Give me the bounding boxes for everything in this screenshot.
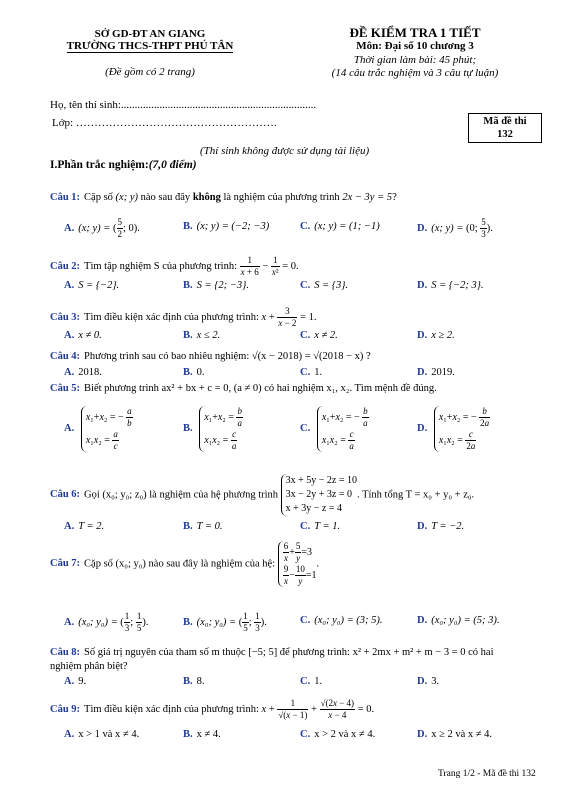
q3-option-a[interactable]: A. x ≠ 0.: [64, 330, 102, 341]
q8-option-a[interactable]: A. 9.: [64, 676, 87, 687]
q2-option-c[interactable]: C. S = {3}.: [300, 280, 349, 291]
question-1: Câu 1: Cặp số (x; y) nào sau đây không là nghiệm của phương trình 2x − 3y = 5?: [50, 192, 397, 203]
q5-option-c[interactable]: C. x₁+x₂ = − $\frac{b}{a}$ x₁x₂ = $\frac{c}{a}$: [300, 406, 368, 451]
no-docs-note: (Thí sinh không được sử dụng tài liệu): [200, 145, 370, 157]
time-limit: Thời gian làm bài: 45 phút;: [353, 54, 477, 66]
q1-option-a[interactable]: A. (x; y) = ( $\frac{5}{2}$ ; 0).: [64, 217, 140, 239]
q1-option-d[interactable]: D. (x; y) = (0; $\frac{5}{3}$ ).: [417, 217, 493, 239]
question-2: Câu 2: Tìm tập nghiệm S của phương trình: $\frac{1}{x + 6}$ − $\frac{1}{\text{x²}}$ = 0.: [50, 255, 299, 277]
q4-option-a[interactable]: A. 2018.: [64, 367, 102, 378]
q9-option-c[interactable]: C. x > 2 và x ≠ 4.: [300, 729, 376, 740]
q6-option-c[interactable]: C. T = 1.: [300, 521, 341, 532]
question-6: Câu 6: Gọi (x₀; y₀; z₀) là nghiệm của hệ phương trình 3x + 5y − 2z = 10 3x − 2y + 3z = 0 x + 3y − z = 4. Tính tổng T = x₀ + y₀ + z₀.: [50, 475, 475, 514]
q1-option-b[interactable]: B. (x; y) = (−2; −3): [183, 221, 270, 232]
q6-option-b[interactable]: B. T = 0.: [183, 521, 223, 532]
q4-option-d[interactable]: D. 2019.: [417, 367, 455, 378]
exam-title: ĐỀ KIỂM TRA 1 TIẾT: [349, 25, 481, 40]
q2-option-d[interactable]: D. S = {−2; 3}.: [417, 280, 484, 291]
question-9: Câu 9: Tìm điều kiện xác định của phương trình: x + $\frac{1}{√(x - 1)}$ + $\frac{√(2x - 4)}{x - 4}$ = 0.: [50, 698, 375, 720]
q8-option-c[interactable]: C. 1.: [300, 676, 323, 687]
q3-option-b[interactable]: B. x ≤ 2.: [183, 330, 221, 341]
q6-option-d[interactable]: D. T = −2.: [417, 521, 465, 532]
q9-option-a[interactable]: A. x > 1 và x ≠ 4.: [64, 729, 140, 740]
q5-option-a[interactable]: A. x₁+x₂ = − $\frac{a}{b}$ x₁x₂ = $\frac{a}{c}$: [64, 406, 132, 451]
q4-option-c[interactable]: C. 1.: [300, 367, 323, 378]
page-footer: Trang 1/2 - Mã đề thi 132: [438, 769, 536, 779]
q7-option-d[interactable]: D. (x₀; y₀) = (5; 3).: [417, 615, 500, 626]
q1-option-c[interactable]: C. (x; y) = (1; −1): [300, 221, 380, 232]
q5-option-d[interactable]: D. x₁+x₂ = − $\frac{b}{2a}$ x₁x₂ = $\frac{c}{2a}$: [417, 406, 490, 451]
q7-option-b[interactable]: B. (x₀; y₀) = ( $\frac{1}{5}$ ; $\frac{1}{3}$ ).: [183, 611, 267, 633]
q5-option-b[interactable]: B. x₁+x₂ = $\frac{b}{a}$ x₁x₂ = $\frac{c}{a}$: [183, 406, 242, 451]
question-5: Câu 5: Biết phương trình ax² + bx + c = 0, (a ≠ 0) có hai nghiệm x₁, x₂. Tìm mệnh đề đúng.: [50, 383, 437, 394]
question-3: Câu 3: Tìm điều kiện xác định của phương trình: x + $\frac{3}{x - 2}$ = 1.: [50, 306, 317, 328]
school-name: TRƯỜNG THCS-THPT PHÚ TÂN: [66, 40, 234, 52]
dept-name: SỞ GD-ĐT AN GIANG: [94, 28, 206, 40]
q9-option-b[interactable]: B. x ≠ 4.: [183, 729, 221, 740]
section-title: I.Phần trắc nghiệm:(7,0 điểm): [50, 159, 197, 171]
class-field[interactable]: Lớp: ……………………………………………….: [52, 117, 277, 129]
q9-option-d[interactable]: D. x ≥ 2 và x ≠ 4.: [417, 729, 493, 740]
question-4: Câu 4: Phương trình sau có bao nhiêu nghiệm: √(x − 2018) = √(2018 − x) ?: [50, 351, 371, 362]
q8-option-b[interactable]: B. 8.: [183, 676, 205, 687]
question-8-cont: nghiệm phân biệt?: [50, 661, 128, 672]
subject: Môn: Đại số 10 chương 3: [356, 40, 474, 52]
exam-code-label: Mã đề thi: [483, 116, 527, 127]
name-field[interactable]: Họ, tên thí sinh:.......................................................................: [50, 99, 317, 111]
q3-option-d[interactable]: D. x ≥ 2.: [417, 330, 455, 341]
exam-code-box: [468, 113, 542, 143]
q7-option-c[interactable]: C. (x₀; y₀) = (3; 5).: [300, 615, 383, 626]
q2-option-b[interactable]: B. S = {2; −3}.: [183, 280, 249, 291]
q3-option-c[interactable]: C. x ≠ 2.: [300, 330, 338, 341]
exam-code-value: 132: [497, 129, 513, 140]
q4-option-b[interactable]: B. 0.: [183, 367, 205, 378]
question-7: Câu 7: Cặp số (x₀; y₀) nào sau đây là nghiệm của hệ: $\frac{6}{x}$ + $\frac{5}{y}$ =3 $\frac{9}{x}$ − $\frac{10}{y}$ =1.: [50, 541, 320, 586]
q8-option-d[interactable]: D. 3.: [417, 676, 440, 687]
format-note: (14 câu trắc nghiệm và 3 câu tự luận): [331, 67, 499, 79]
q2-option-a[interactable]: A. S = {−2}.: [64, 280, 120, 291]
pages-note: (Đề gồm có 2 trang): [105, 66, 195, 78]
question-8: Câu 8: Số giá trị nguyên của tham số m thuộc [−5; 5] để phương trình: x² + 2mx + m² + m − 3 = 0 có hai: [50, 647, 494, 658]
q7-option-a[interactable]: A. (x₀; y₀) = ( $\frac{1}{3}$ ; $\frac{1}{5}$ ).: [64, 611, 149, 633]
q6-option-a[interactable]: A. T = 2.: [64, 521, 105, 532]
